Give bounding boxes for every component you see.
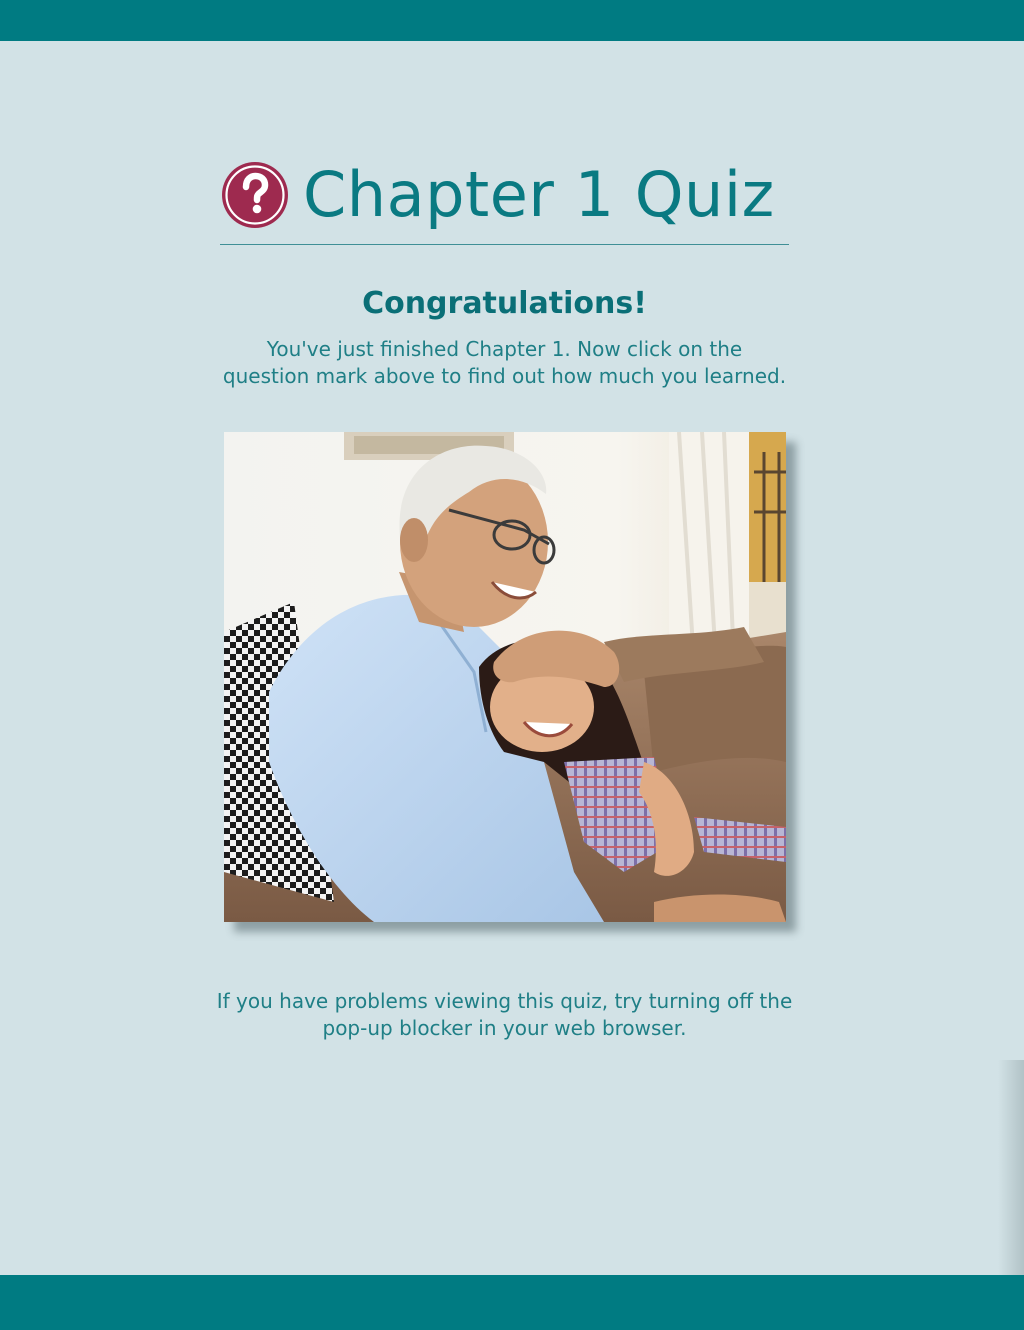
page-curl-shadow [998,1060,1024,1275]
note-line-1: If you have problems viewing this quiz, try turning off the [216,989,793,1013]
title-divider [220,244,789,245]
intro-line-2: question mark above to find out how much you learned. [222,364,787,388]
congratulations-heading: Congratulations! [362,286,647,321]
note-line-2: pop-up blocker in your web browser. [322,1016,687,1040]
page-title: Chapter 1 Quiz [303,158,775,231]
intro-line-1: You've just finished Chapter 1. Now click on the [266,337,743,361]
intro-text [212,336,797,390]
title-row [220,156,789,236]
top-band [0,0,1024,41]
grandfather-granddaughter-photo [224,432,786,922]
question-mark-icon[interactable] [220,160,290,230]
popup-blocker-note [212,988,797,1042]
bottom-band [0,1275,1024,1330]
